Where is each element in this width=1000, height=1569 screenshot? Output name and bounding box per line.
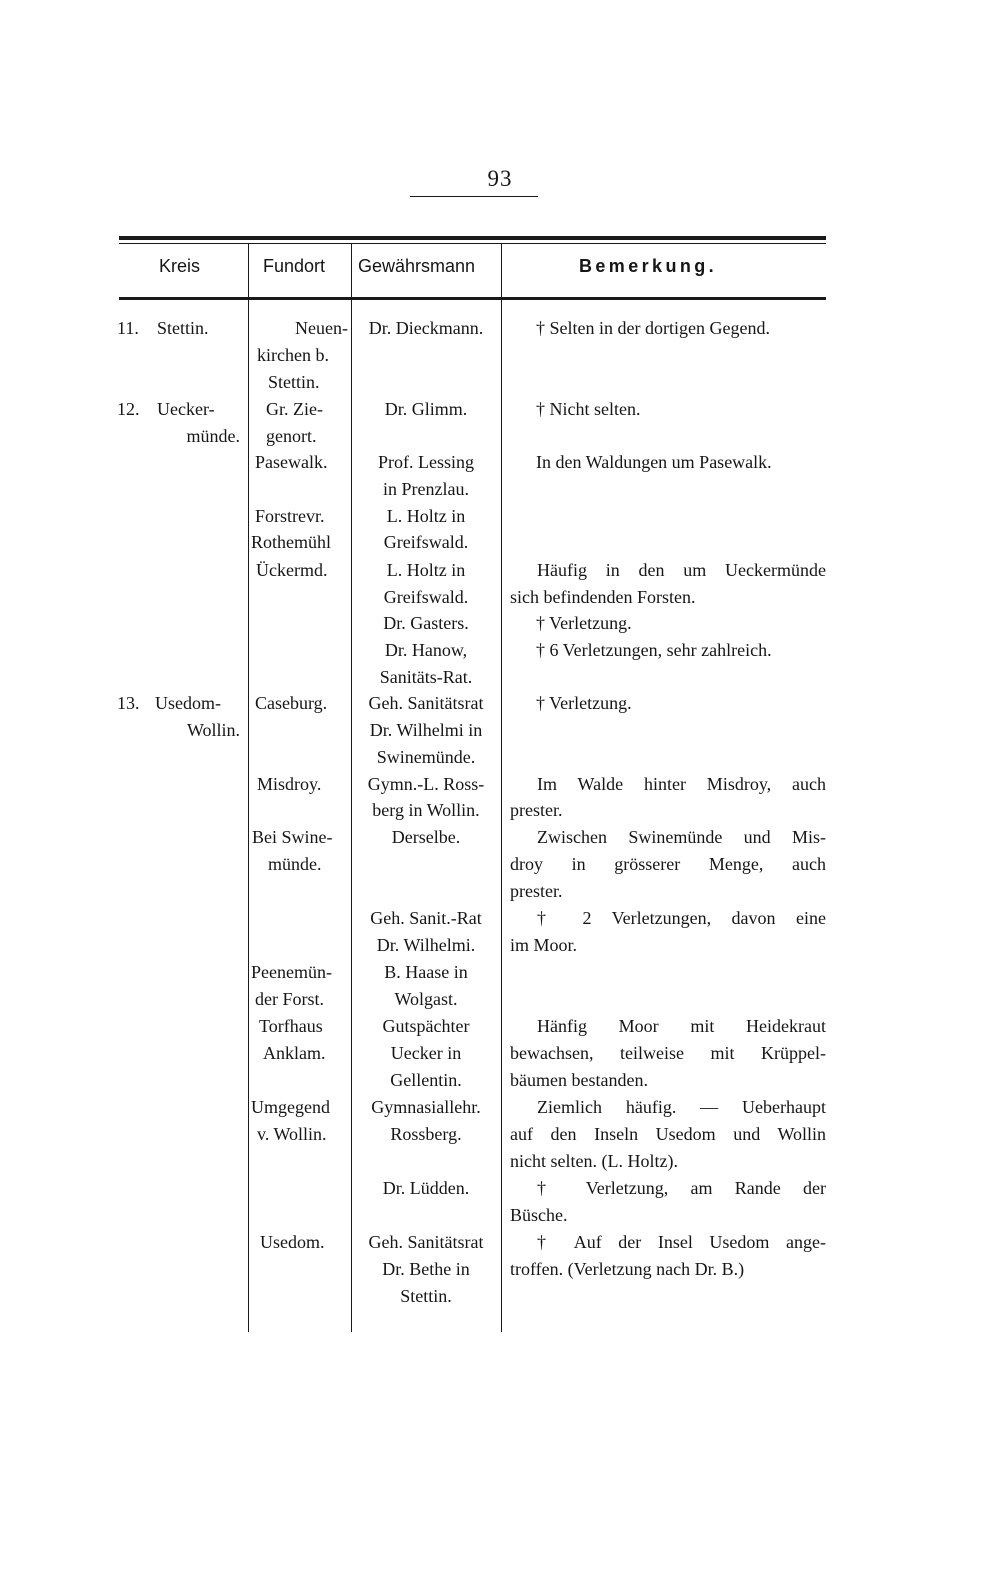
bemerkung-2-verletzungen-2: im Moor. <box>510 935 578 955</box>
bemerkung-rande-2: Büsche. <box>510 1205 568 1225</box>
header-gewaehrsmann: Gewährsmann <box>358 256 476 276</box>
gewaehrsmann-holtz-a-1: L. Holtz in <box>386 506 466 526</box>
gewaehrsmann-gasters: Dr. Gasters. <box>383 613 469 633</box>
gewaehrsmann-rossberg-a-2: berg in Wollin. <box>372 800 480 820</box>
gewaehrsmann-rossberg-b-1: Gymnasiallehr. <box>371 1097 481 1117</box>
fundort-umgegend-wollin-2: v. Wollin. <box>257 1124 327 1144</box>
gewaehrsmann-bethe-3: Stettin. <box>400 1286 452 1306</box>
gewaehrsmann-glimm: Dr. Glimm. <box>384 399 468 419</box>
bemerkung-6-verletzungen: † 6 Verletzungen, sehr zahlreich. <box>536 640 772 660</box>
gewaehrsmann-hanow-2: Sanitäts-Rat. <box>379 667 473 687</box>
kreis-13-number: 13. <box>117 693 140 713</box>
fundort-gr-ziegenort-2: genort. <box>266 426 317 446</box>
kreis-13-name-line2: Wollin. <box>186 720 240 740</box>
header-fundort: Fundort <box>263 256 326 276</box>
header-bemerkung: Bemerkung. <box>579 256 718 276</box>
gewaehrsmann-wilhelmi-a-3: Swinemünde. <box>376 747 476 767</box>
fundort-umgegend-wollin-1: Umgegend <box>251 1097 330 1117</box>
fundort-torfhaus-anklam-2: Anklam. <box>263 1043 326 1063</box>
bemerkung-insel-usedom-1: † Auf der Insel Usedom ange- <box>537 1232 826 1252</box>
column-divider-gewaehrsmann-bemerkung <box>501 244 502 1332</box>
gewaehrsmann-wilhelmi-a-2: Dr. Wilhelmi in <box>369 720 483 740</box>
bemerkung-ziemlich-1: Ziemlich häufig. — Ueberhaupt <box>537 1097 826 1117</box>
fundort-gr-ziegenort-1: Gr. Zie- <box>266 399 323 419</box>
fundort-bei-swinemuende-1: Bei Swine- <box>252 827 333 847</box>
bemerkung-verletzung-a: † Verletzung. <box>536 613 632 633</box>
fundort-pasewalk: Pasewalk. <box>255 452 328 472</box>
bemerkung-ziemlich-3: nicht selten. (L. Holtz). <box>510 1151 678 1171</box>
header-bottom-rule <box>119 297 826 300</box>
gewaehrsmann-bethe-1: Geh. Sanitätsrat <box>368 1232 484 1252</box>
fundort-neuenkirchen-3: Stettin. <box>268 372 320 392</box>
page-number-underline <box>410 196 538 197</box>
bemerkung-swinemuende-3: prester. <box>510 881 563 901</box>
gewaehrsmann-dieckmann: Dr. Dieckmann. <box>368 318 484 338</box>
bemerkung-selten: † Selten in der dortigen Gegend. <box>536 318 770 338</box>
bemerkung-ziemlich-2: auf den Inseln Usedom und Wollin <box>510 1124 826 1144</box>
bemerkung-haeufig-2: sich befindenden Forsten. <box>510 587 696 607</box>
header-kreis: Kreis <box>159 256 201 276</box>
column-divider-kreis-fundort <box>248 244 249 1332</box>
bemerkung-rande-1: † Verletzung, am Rande der <box>537 1178 826 1198</box>
fundort-caseburg: Caseburg. <box>255 693 328 713</box>
kreis-12-number: 12. <box>117 399 140 419</box>
kreis-13-name-line1: Usedom- <box>155 693 221 713</box>
gewaehrsmann-wilhelmi-b-1: Geh. Sanit.-Rat <box>370 908 482 928</box>
gewaehrsmann-holtz-b-1: L. Holtz in <box>386 560 466 580</box>
column-divider-fundort-gewaehrsmann <box>351 244 352 1332</box>
gewaehrsmann-lessing-1: Prof. Lessing <box>378 452 474 472</box>
fundort-neuenkirchen-1: Neuen- <box>295 318 348 338</box>
kreis-11-number: 11. <box>117 318 139 338</box>
bemerkung-swinemuende-2: droy in grösserer Menge, auch <box>510 854 826 874</box>
bemerkung-moor-3: bäumen bestanden. <box>510 1070 648 1090</box>
bemerkung-moor-1: Hänfig Moor mit Heidekraut <box>537 1016 826 1036</box>
fundort-ueckermd: Ückermd. <box>256 560 328 580</box>
bemerkung-misdroy-1: Im Walde hinter Misdroy, auch <box>537 774 826 794</box>
gewaehrsmann-lessing-2: in Prenzlau. <box>383 479 469 499</box>
gewaehrsmann-haase-2: Wolgast. <box>394 989 458 1009</box>
fundort-forstrevr-2: Rothemühl <box>251 532 331 552</box>
bemerkung-pasewalk: In den Waldungen um Pasewalk. <box>536 452 772 472</box>
gewaehrsmann-holtz-b-2: Greifswald. <box>383 587 469 607</box>
fundort-neuenkirchen-2: kirchen b. <box>257 345 329 365</box>
bemerkung-2-verletzungen-1: † 2 Verletzungen, davon eine <box>537 908 826 928</box>
gewaehrsmann-rossberg-b-2: Rossberg. <box>390 1124 462 1144</box>
table-top-rule-thick <box>119 236 826 240</box>
table-top-rule-thin <box>119 243 826 244</box>
bemerkung-haeufig-1: Häufig in den um Ueckermünde <box>537 560 826 580</box>
gewaehrsmann-wilhelmi-a-1: Geh. Sanitätsrat <box>368 693 484 713</box>
bemerkung-moor-2: bewachsen, teilweise mit Krüppel- <box>510 1043 826 1063</box>
fundort-peenemuender-forst-1: Peenemün- <box>251 962 332 982</box>
fundort-usedom: Usedom. <box>260 1232 325 1252</box>
gewaehrsmann-rossberg-a-1: Gymn.-L. Ross- <box>367 774 485 794</box>
fundort-torfhaus-anklam-1: Torfhaus <box>259 1016 323 1036</box>
bemerkung-nicht-selten: † Nicht selten. <box>536 399 641 419</box>
gewaehrsmann-holtz-a-2: Greifswald. <box>383 532 469 552</box>
fundort-forstrevr-1: Forstrevr. <box>255 506 325 526</box>
bemerkung-misdroy-2: prester. <box>510 800 563 820</box>
fundort-peenemuender-forst-2: der Forst. <box>255 989 324 1009</box>
gewaehrsmann-uecker-3: Gellentin. <box>390 1070 462 1090</box>
bemerkung-swinemuende-1: Zwischen Swinemünde und Mis- <box>537 827 826 847</box>
page-number: 93 <box>487 166 513 191</box>
gewaehrsmann-wilhelmi-b-2: Dr. Wilhelmi. <box>376 935 476 955</box>
gewaehrsmann-hanow-1: Dr. Hanow, <box>384 640 468 660</box>
bemerkung-verletzung-b: † Verletzung. <box>536 693 632 713</box>
bemerkung-insel-usedom-2: troffen. (Verletzung nach Dr. B.) <box>510 1259 745 1279</box>
gewaehrsmann-luedden: Dr. Lüdden. <box>382 1178 470 1198</box>
fundort-misdroy: Misdroy. <box>257 774 322 794</box>
gewaehrsmann-uecker-1: Gutspächter <box>382 1016 470 1036</box>
fundort-bei-swinemuende-2: münde. <box>268 854 322 874</box>
gewaehrsmann-derselbe: Derselbe. <box>391 827 461 847</box>
gewaehrsmann-bethe-2: Dr. Bethe in <box>382 1259 470 1279</box>
kreis-12-name-line1: Uecker- <box>157 399 215 419</box>
gewaehrsmann-uecker-2: Uecker in <box>390 1043 462 1063</box>
gewaehrsmann-haase-1: B. Haase in <box>384 962 468 982</box>
kreis-11-name: Stettin. <box>157 318 209 338</box>
kreis-12-name-line2: münde. <box>186 426 240 446</box>
